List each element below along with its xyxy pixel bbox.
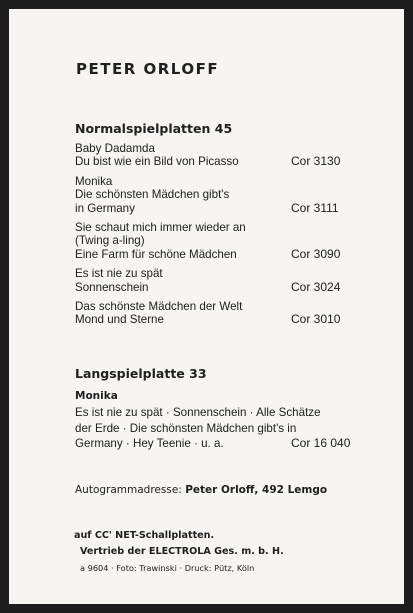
song-title: Sie schaut mich immer wieder an [75, 221, 246, 235]
catalog-number: Cor 3010 [291, 312, 341, 327]
catalog-number: Cor 3090 [291, 246, 341, 261]
lp-title: Monika [75, 390, 118, 402]
song-title: Die schönsten Mädchen gibt's [75, 188, 230, 202]
singles-heading: Normalspielplatten 45 [75, 121, 233, 136]
catalog-number: Cor 3130 [291, 154, 341, 169]
song-title: in Germany [75, 201, 135, 215]
catalog-number: Cor 3024 [291, 279, 341, 294]
song-title: Sonnenschein [75, 280, 149, 294]
autograph-address [75, 484, 327, 496]
label-line: auf CC' NET-Schallplatten. [74, 530, 215, 541]
lp-heading: Langspielplatte 33 [75, 366, 207, 381]
song-title: Monika [75, 174, 113, 188]
credits-line: a 9604 · Foto: Trawinski · Druck: Pütz, Köln [80, 563, 255, 573]
song-title: Mond und Sterne [75, 313, 164, 327]
lp-tracklist [75, 405, 321, 452]
lp-track-line: Es ist nie zu spät · Sonnenschein · Alle Schätze [75, 406, 321, 419]
lp-track-line: Germany · Hey Teenie · u. a. [75, 437, 224, 450]
list-item [75, 267, 341, 294]
list-item [75, 300, 341, 327]
lp-track-line: der Erde · Die schönsten Mädchen gibt's in [75, 421, 297, 435]
song-title: (Twing a-ling) [75, 234, 145, 248]
song-title: Eine Farm für schöne Mädchen [75, 247, 237, 261]
list-item [75, 221, 341, 261]
list-item [75, 142, 341, 169]
song-title: Es ist nie zu spät [75, 267, 163, 281]
song-title: Du bist wie ein Bild von Picasso [75, 155, 239, 169]
lp-catalog-number: Cor 16 040 [291, 436, 351, 450]
artist-name: PETER ORLOFF [76, 60, 220, 78]
list-item [75, 174, 339, 215]
song-title: Baby Dadamda [75, 142, 155, 155]
singles-list [75, 142, 341, 333]
distribution-line: Vertrieb der ELECTROLA Ges. m. b. H. [80, 546, 284, 557]
autograph-label: Autogrammadresse: [75, 484, 182, 496]
autograph-value: Peter Orloff, 492 Lemgo [185, 484, 328, 496]
song-title: Das schönste Mädchen der Welt [75, 300, 243, 314]
catalog-number: Cor 3111 [291, 200, 339, 215]
